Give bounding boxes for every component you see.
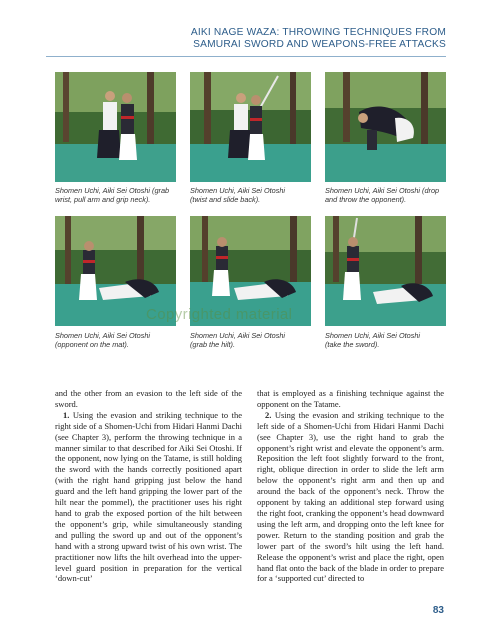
photo-5-caption bbox=[190, 331, 316, 349]
caption-line: (take the sword). bbox=[325, 340, 380, 350]
caption-line: wrist, pull arm and grip neck). bbox=[55, 195, 151, 205]
photo-3-caption bbox=[325, 186, 451, 204]
header-divider bbox=[46, 56, 446, 57]
photo-1-image bbox=[55, 72, 176, 182]
caption-line: (grab the hilt). bbox=[190, 340, 236, 350]
photo-3-image bbox=[325, 72, 446, 182]
photo-4-caption bbox=[55, 331, 181, 349]
running-header-line-1: AIKI NAGE WAZA: THROWING TECHNIQUES FROM bbox=[190, 27, 446, 38]
paragraph-text: Using the evasion and striking technique to the left side of a Shomen-Uchi from Hidari Hanmi Dachi (see Chapter 3), use the right hand to grab the opponent’s right wrist and elevate the opponent’s arm. Reposition the left foot slightly forward to the front, right, oblique direction in order to slide the left arm below the opponent’s right arm and then up and around the back of the opponent’s neck. Throw the opponent by taking an additional step forward using the right foot, cranking the opponent’s head downward using the left arm, and dropping onto the left knee for power. Return to the standing position and grab the lower part of the sword’s hilt using the left hand. Release the opponent’s wrist and place the right, open hand flat onto the back of the blade in order to prepare for a ‘supported cut’ directed to bbox=[257, 409, 444, 584]
body-paragraph-1 bbox=[55, 410, 242, 585]
running-header-line-2: SAMURAI SWORD AND WEAPONS-FREE ATTACKS bbox=[193, 39, 446, 50]
body-paragraph: that is employed as a finishing technique against the opponent on the Tatame. bbox=[257, 388, 444, 409]
caption-line: Shomen Uchi, Aiki Sei Otoshi bbox=[325, 331, 421, 340]
photo-6 bbox=[325, 216, 446, 326]
paragraph-text: Using the evasion and striking technique to the right side of a Shomen-Uchi from Hidari Hanmi Dachi (see Chapter 3), perform the throwing technique in a manner similar to that described for Aiki Sei Otoshi. If the opponent, now lying on the Tatame, is still holding the sword with the hands correctly positioned apart (with the right hand gripping just below the hand guard and the left hand gripping the lower part of the hilt near the pommel), the practitioner uses his right hand to grab the exposed portion of the hilt between the opponent’s grip, while simultaneously standing and pulling the sword up and out of the opponent’s hand with a strong upward twist of his own wrist. The practitioner now lifts the hilt overhead into the upper-level guard position in preparation for the vertical ‘down-cut’ bbox=[55, 409, 242, 584]
photo-2-image bbox=[190, 72, 311, 182]
body-paragraph-2 bbox=[257, 410, 444, 585]
photo-1-caption bbox=[55, 186, 181, 204]
caption-line: Shomen Uchi, Aiki Sei Otoshi bbox=[55, 331, 151, 340]
photo-2-caption bbox=[190, 186, 316, 204]
caption-line: Shomen Uchi, Aiki Sei Otoshi bbox=[190, 331, 286, 340]
photo-6-image bbox=[325, 216, 446, 326]
photo-1 bbox=[55, 72, 176, 182]
paragraph-number: 2. bbox=[265, 409, 272, 420]
caption-line: and throw the opponent). bbox=[325, 195, 407, 205]
body-column-right bbox=[257, 388, 444, 584]
paragraph-number: 1. bbox=[63, 409, 70, 420]
copyright-watermark: Copyrighted material bbox=[146, 306, 293, 323]
caption-line: (opponent on the mat). bbox=[55, 340, 129, 350]
running-header bbox=[191, 27, 446, 51]
caption-line: (twist and slide back). bbox=[190, 195, 261, 205]
body-column-left bbox=[55, 388, 242, 584]
photo-2 bbox=[190, 72, 311, 182]
caption-line: Shomen Uchi, Aiki Sei Otoshi (grab bbox=[55, 186, 170, 195]
page-number: 83 bbox=[432, 605, 444, 616]
photo-3 bbox=[325, 72, 446, 182]
body-paragraph: and the other from an evasion to the left side of the sword. bbox=[55, 388, 242, 409]
caption-line: Shomen Uchi, Aiki Sei Otoshi (drop bbox=[325, 186, 440, 195]
photo-6-caption bbox=[325, 331, 451, 349]
caption-line: Shomen Uchi, Aiki Sei Otoshi bbox=[190, 186, 286, 195]
